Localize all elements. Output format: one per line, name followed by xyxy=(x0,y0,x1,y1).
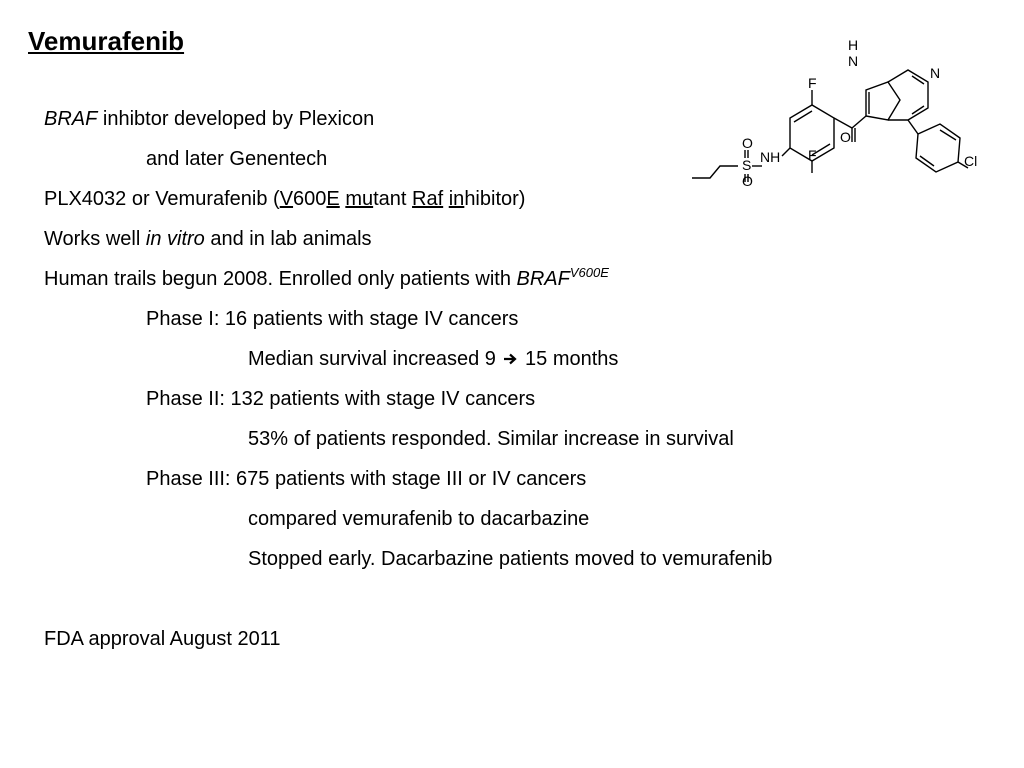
text-line-9: 53% of patients responded. Similar increase in survival xyxy=(248,428,734,450)
text-line-4 xyxy=(44,228,372,251)
in-vitro-italic: in vitro xyxy=(145,228,205,250)
structure-label-h: H xyxy=(848,38,859,53)
text-line-12: Stopped early. Dacarbazine patients moved to vemurafenib xyxy=(248,548,773,570)
braf-italic: BRAF xyxy=(516,268,570,290)
structure-label-o1: O xyxy=(742,135,753,151)
structure-label-f2: F xyxy=(808,147,817,163)
text-line-5 xyxy=(44,265,609,291)
text-fragment: 15 months xyxy=(525,348,619,370)
underlined-fragment: V xyxy=(279,188,294,210)
structure-label-n1: N xyxy=(848,53,859,69)
text-line-3 xyxy=(44,188,525,211)
structure-label-o2: O xyxy=(742,173,753,188)
text-fragment: hibitor) xyxy=(464,188,526,210)
text-line-7 xyxy=(248,348,618,371)
structure-label-nh: NH xyxy=(760,149,781,165)
text-fragment: and in lab animals xyxy=(204,228,372,250)
structure-label-n2: N xyxy=(930,65,941,81)
text-fragment: Median survival increased 9 xyxy=(248,348,496,370)
text-fragment: tant xyxy=(373,188,413,210)
text-fragment: PLX4032 or Vemurafenib ( xyxy=(44,188,280,210)
text-line-1 xyxy=(44,108,374,131)
underlined-fragment: mu xyxy=(345,188,374,210)
structure-label-f1: F xyxy=(808,75,817,91)
text-line-11: compared vemurafenib to dacarbazine xyxy=(248,508,590,530)
text-line-8: Phase II: 132 patients with stage IV cancers xyxy=(146,388,536,410)
structure-label-o-carbonyl: O xyxy=(840,129,851,145)
structure-label-cl: Cl xyxy=(964,153,978,169)
v600e-superscript: V600E xyxy=(569,265,609,280)
text-fragment: Human trails begun 2008. Enrolled only patients with xyxy=(44,268,517,290)
text-line-2: and later Genentech xyxy=(146,148,328,170)
text-line-6: Phase I: 16 patients with stage IV cancers xyxy=(146,308,519,330)
text-fragment: 600 xyxy=(293,188,327,210)
text-line-13: FDA approval August 2011 xyxy=(44,628,281,650)
vemurafenib-structure-image xyxy=(690,38,990,188)
underlined-fragment: Raf xyxy=(412,188,444,210)
slide-title: Vemurafenib xyxy=(28,26,185,56)
text-line-10: Phase III: 675 patients with stage III or IV cancers xyxy=(146,468,587,490)
structure-label-s: S xyxy=(742,157,752,173)
underlined-fragment: E xyxy=(326,188,340,210)
braf-italic: BRAF xyxy=(44,108,98,130)
text-fragment: inhibtor developed by Plexicon xyxy=(97,108,375,130)
text-fragment: Works well xyxy=(44,228,146,250)
underlined-fragment: in xyxy=(448,188,465,210)
right-arrow-icon xyxy=(503,348,517,371)
